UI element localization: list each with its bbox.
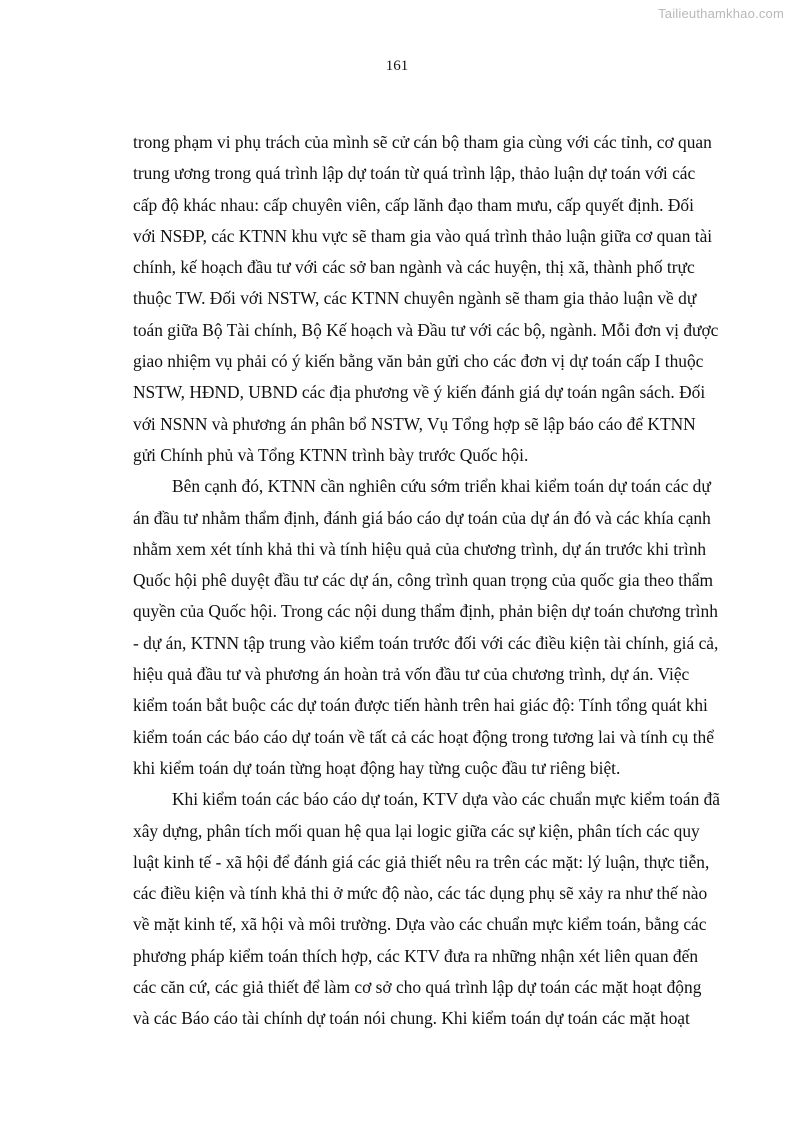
text-line: toán giữa Bộ Tài chính, Bộ Kế hoạch và Đầu tư với các bộ, ngành. Mỗi đơn vị được [133, 319, 719, 340]
text-line: luật kinh tế - xã hội để đánh giá các giả thiết nêu ra trên các mặt: lý luận, thực tiễn, [133, 851, 710, 872]
text-line: Khi kiểm toán các báo cáo dự toán, KTV dựa vào các chuẩn mực kiểm toán đã [172, 789, 721, 810]
watermark: Tailieuthamkhao.com [658, 6, 784, 21]
text-line: trung ương trong quá trình lập dự toán từ quá trình lập, thảo luận dự toán với các [133, 163, 696, 184]
text-line: kiểm toán các báo cáo dự toán về tất cả các hoạt động trong tương lai và tính cụ thể [133, 726, 714, 747]
text-line: chính, kế hoạch đầu tư với các sở ban ngành và các huyện, thị xã, thành phố trực [133, 257, 695, 278]
text-line: với NSĐP, các KTNN khu vực sẽ tham gia vào quá trình thảo luận giữa cơ quan tài [133, 225, 713, 246]
text-line: giao nhiệm vụ phải có ý kiến bằng văn bản gửi cho các đơn vị dự toán cấp I thuộc [133, 351, 704, 372]
text-line: Quốc hội phê duyệt đầu tư các dự án, công trình quan trọng của quốc gia theo thẩm [133, 570, 714, 591]
body-text [133, 127, 721, 1035]
text-line: cấp độ khác nhau: cấp chuyên viên, cấp lãnh đạo tham mưu, cấp quyết định. Đối [133, 194, 694, 215]
text-line: trong phạm vi phụ trách của mình sẽ cử cán bộ tham gia cùng với các tỉnh, cơ quan [133, 132, 712, 152]
text-line: các điều kiện và tính khả thi ở mức độ nào, các tác dụng phụ sẽ xảy ra như thế nào [133, 883, 708, 904]
text-line: kiểm toán bắt buộc các dự toán được tiến hành trên hai giác độ: Tính tổng quát khi [133, 695, 708, 716]
text-line: gửi Chính phủ và Tổng KTNN trình bày trước Quốc hội. [133, 444, 529, 465]
paragraph [133, 471, 719, 784]
text-line: quyền của Quốc hội. Trong các nội dung thẩm định, phản biện dự toán chương trình [133, 601, 718, 622]
text-line: khi kiểm toán dự toán từng hoạt động hay từng cuộc đầu tư riêng biệt. [133, 757, 621, 778]
paragraph [133, 784, 721, 1034]
paragraph [133, 127, 719, 471]
text-line: xây dựng, phân tích mối quan hệ qua lại logic giữa các sự kiện, phân tích các quy [133, 820, 700, 841]
text-line: nhằm xem xét tính khả thi và tính hiệu quả của chương trình, dự án trước khi trình [133, 538, 707, 559]
text-line: thuộc TW. Đối với NSTW, các KTNN chuyên ngành sẽ tham gia thảo luận về dự [133, 288, 697, 309]
text-line: về mặt kinh tế, xã hội và môi trường. Dựa vào các chuẩn mực kiểm toán, bằng các [133, 914, 707, 935]
text-line: NSTW, HĐND, UBND các địa phương về ý kiến đánh giá dự toán ngân sách. Đối [133, 382, 706, 403]
text-line: hiệu quả đầu tư và phương án hoàn trả vốn đầu tư của chương trình, dự án. Việc [133, 664, 690, 685]
text-line: các căn cứ, các giả thiết để làm cơ sở cho quá trình lập dự toán các mặt hoạt động [133, 977, 702, 998]
text-line: Bên cạnh đó, KTNN cần nghiên cứu sớm triển khai kiểm toán dự toán các dự [172, 476, 711, 497]
text-line: phương pháp kiểm toán thích hợp, các KTV đưa ra những nhận xét liên quan đến [133, 945, 699, 966]
text-line: án đầu tư nhằm thẩm định, đánh giá báo cáo dự toán của dự án đó và các khía cạnh [133, 507, 711, 528]
text-line: với NSNN và phương án phân bổ NSTW, Vụ Tổng hợp sẽ lập báo cáo để KTNN [133, 413, 696, 434]
text-line: - dự án, KTNN tập trung vào kiểm toán trước đối với các điều kiện tài chính, giá cả, [133, 632, 719, 653]
text-line: và các Báo cáo tài chính dự toán nói chung. Khi kiểm toán dự toán các mặt hoạt [133, 1008, 690, 1029]
page-number: 161 [385, 58, 409, 74]
